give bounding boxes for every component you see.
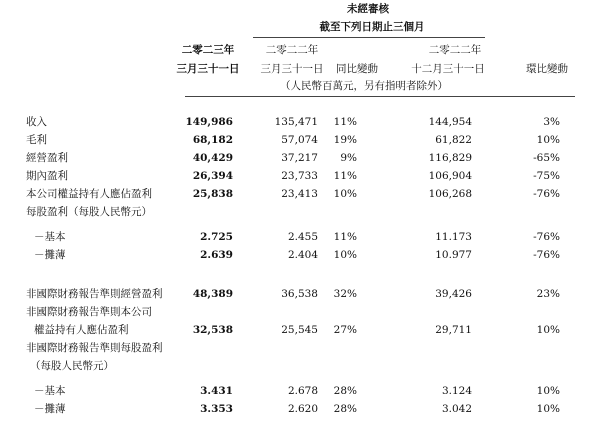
row-label-nonifrs-eps-unit: （每股人民幣元） — [30, 360, 114, 372]
period-heading: 截至下列日期止三個月 — [319, 21, 425, 33]
cell: 3% — [543, 116, 560, 128]
cell: 10% — [333, 249, 357, 261]
cell: 10% — [536, 324, 560, 336]
row-label-nonifrs-eps-heading: 非國際財務報告準則每股盈利 — [26, 342, 163, 354]
unit-note: （人民幣百萬元，另有指明者除外） — [280, 80, 448, 92]
row-label-period-profit: 期內盈利 — [26, 170, 68, 182]
row-label-nonifrs-operating-profit: 非國際財務報告準則經營盈利 — [26, 288, 163, 300]
cell: 135,471 — [274, 116, 318, 128]
cell: 2.455 — [287, 231, 318, 243]
cell: 27% — [333, 324, 357, 336]
cell: 2.678 — [287, 385, 318, 397]
cell: 28% — [333, 403, 357, 415]
row-label-nonifrs-attributable-profit: 權益持有人應佔盈利 — [34, 324, 129, 336]
cell: 144,954 — [428, 116, 472, 128]
cell: 32,538 — [192, 324, 233, 336]
cell: 9% — [340, 152, 357, 164]
cell: 11% — [333, 116, 357, 128]
cell: 3.124 — [441, 385, 472, 397]
col1-year: 二零二三年 — [181, 44, 235, 56]
cell: 39,426 — [435, 288, 472, 300]
cell: 57,074 — [281, 134, 318, 146]
cell: -76% — [533, 231, 560, 243]
cell: 23,413 — [281, 188, 318, 200]
col1-date: 三月三十一日 — [176, 63, 240, 75]
col3-label: 同比變動 — [336, 63, 378, 75]
cell: 11.173 — [435, 231, 472, 243]
cell: 68,182 — [192, 134, 233, 146]
row-label-eps-basic: －基本 — [34, 231, 66, 243]
col4-date: 十二月三十一日 — [411, 63, 485, 75]
cell: 106,268 — [428, 188, 472, 200]
cell: 10% — [536, 134, 560, 146]
cell: 19% — [333, 134, 357, 146]
cell: 10.977 — [435, 249, 472, 261]
row-label-nonifrs-company: 非國際財務報告準則本公司 — [26, 306, 152, 318]
cell: 11% — [333, 231, 357, 243]
cell: 10% — [333, 188, 357, 200]
period-underline — [253, 37, 485, 38]
row-label-attributable-profit: 本公司權益持有人應佔盈利 — [26, 188, 152, 200]
cell: 106,904 — [428, 170, 472, 182]
cell: 10% — [536, 385, 560, 397]
cell: 25,545 — [281, 324, 318, 336]
cell: 116,829 — [428, 152, 472, 164]
cell: 3.042 — [441, 403, 472, 415]
cell: 25,838 — [192, 188, 233, 200]
cell: 40,429 — [192, 152, 233, 164]
row-label-nonifrs-eps-diluted: －攤薄 — [34, 403, 66, 415]
cell: 26,394 — [192, 170, 233, 182]
cell: 3.353 — [200, 403, 233, 415]
col4-year: 二零二二年 — [428, 44, 482, 56]
row-label-revenue: 收入 — [26, 116, 47, 128]
cell: 28% — [333, 385, 357, 397]
audit-status-heading: 未經審核 — [347, 3, 389, 15]
cell: 61,822 — [435, 134, 472, 146]
cell: -76% — [533, 188, 560, 200]
row-label-nonifrs-eps-basic: －基本 — [34, 385, 66, 397]
cell: 2.404 — [287, 249, 318, 261]
cell: 2.639 — [200, 249, 233, 261]
col2-date: 三月三十一日 — [260, 63, 324, 75]
row-label-operating-profit: 經營盈利 — [26, 152, 68, 164]
cell: -75% — [533, 170, 560, 182]
row-label-gross-profit: 毛利 — [26, 134, 47, 146]
cell: 36,538 — [281, 288, 318, 300]
cell: 2.725 — [200, 231, 233, 243]
col5-label: 環比變動 — [526, 63, 568, 75]
row-label-eps-diluted: －攤薄 — [34, 249, 66, 261]
col2-year: 二零二二年 — [265, 44, 319, 56]
cell: 149,986 — [185, 116, 233, 128]
cell: 23,733 — [281, 170, 318, 182]
cell: 23% — [536, 288, 560, 300]
cell: -65% — [533, 152, 560, 164]
cell: 29,711 — [435, 324, 472, 336]
cell: 2.620 — [287, 403, 318, 415]
cell: 3.431 — [200, 385, 233, 397]
cell: 37,217 — [281, 152, 318, 164]
row-label-eps-heading: 每股盈利（每股人民幣元） — [26, 206, 152, 218]
cell: 10% — [536, 403, 560, 415]
cell: 32% — [333, 288, 357, 300]
cell: -76% — [533, 249, 560, 261]
cell: 11% — [333, 170, 357, 182]
cell: 48,389 — [192, 288, 233, 300]
header-underline — [185, 96, 575, 97]
